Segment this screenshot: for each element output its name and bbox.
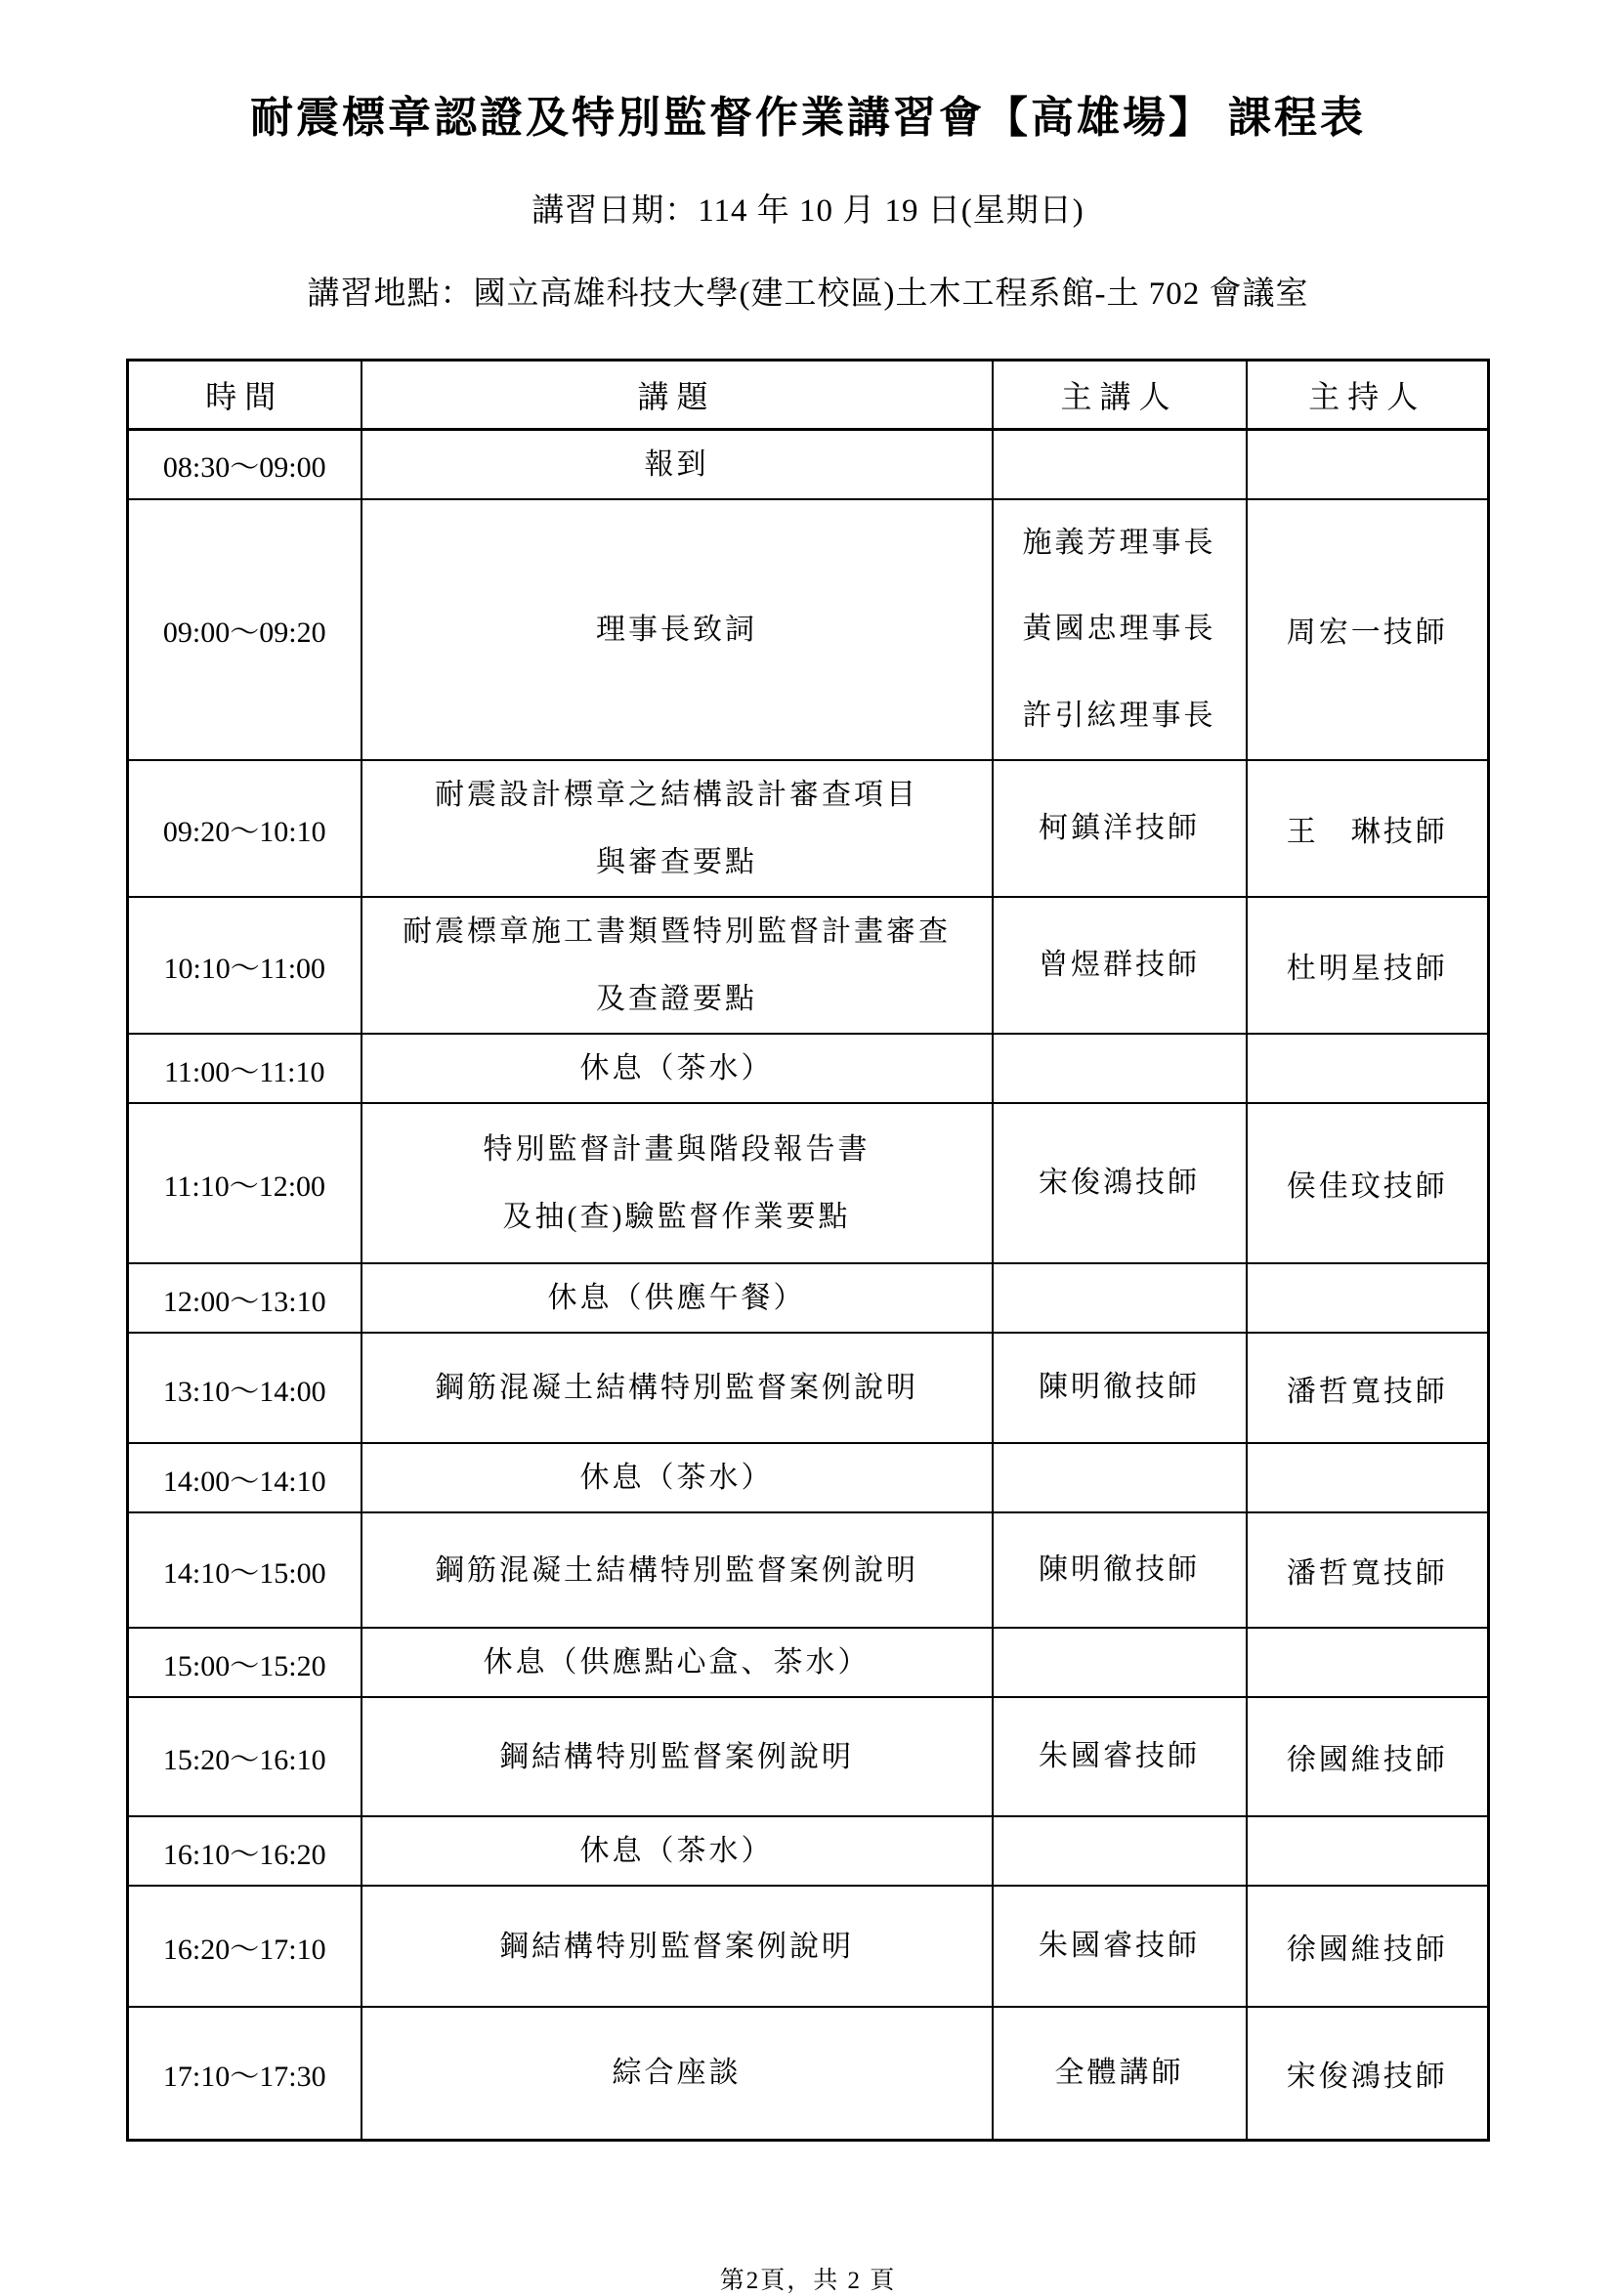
cell-topic bbox=[361, 2007, 993, 2140]
cell-moderator: 侯佳玟技師 bbox=[1247, 1103, 1489, 1263]
topic-line: 鋼結構特別監督案例說明 bbox=[499, 1930, 854, 1963]
topic-line: 休息（茶水） bbox=[579, 1462, 774, 1495]
cell-speakers bbox=[993, 1816, 1247, 1886]
col-header-speaker: 主講人 bbox=[993, 360, 1247, 429]
schedule-row bbox=[128, 2007, 1489, 2140]
speaker-name: 朱國睿技師 bbox=[1039, 1739, 1200, 1772]
cell-topic bbox=[361, 1512, 993, 1628]
cell-time: 15:00～15:20 bbox=[128, 1628, 361, 1697]
topic-line: 及抽(查)驗監督作業要點 bbox=[502, 1201, 851, 1234]
speaker-name: 全體講師 bbox=[1054, 2056, 1184, 2089]
cell-moderator bbox=[1247, 429, 1489, 499]
topic-line: 及查證要點 bbox=[596, 983, 757, 1016]
cell-topic bbox=[361, 1103, 993, 1263]
cell-time: 15:20～16:10 bbox=[128, 1697, 361, 1816]
cell-time: 11:10～12:00 bbox=[128, 1103, 361, 1263]
cell-time: 12:00～13:10 bbox=[128, 1263, 361, 1333]
cell-speakers bbox=[993, 1697, 1247, 1816]
cell-speakers bbox=[993, 897, 1247, 1034]
speaker-name: 柯鎮洋技師 bbox=[1039, 811, 1200, 844]
cell-moderator: 潘哲寬技師 bbox=[1247, 1333, 1489, 1443]
course-date-line: 講習日期：114 年 10 月 19 日(星期日) bbox=[532, 192, 1084, 229]
topic-line: 鋼筋混凝土結構特別監督案例說明 bbox=[435, 1372, 918, 1405]
schedule-row bbox=[128, 429, 1489, 499]
cell-speakers bbox=[993, 499, 1247, 761]
speaker-name: 宋俊鴻技師 bbox=[1039, 1166, 1200, 1199]
cell-speakers bbox=[993, 2007, 1247, 2140]
schedule-row bbox=[128, 1816, 1489, 1886]
cell-topic bbox=[361, 1816, 993, 1886]
schedule-row bbox=[128, 1628, 1489, 1697]
topic-line: 休息（供應點心盒、茶水） bbox=[483, 1646, 871, 1679]
page-title: 耐震標章認證及特別監督作業講習會【高雄場】 課程表 bbox=[250, 94, 1366, 142]
cell-time: 17:10～17:30 bbox=[128, 2007, 361, 2140]
cell-topic bbox=[361, 1886, 993, 2007]
cell-moderator: 宋俊鴻技師 bbox=[1247, 2007, 1489, 2140]
cell-topic bbox=[361, 429, 993, 499]
cell-moderator bbox=[1247, 1263, 1489, 1333]
topic-line: 休息（供應午餐） bbox=[547, 1282, 806, 1315]
course-location-line: 講習地點：國立高雄科技大學(建工校區)土木工程系館-土 702 會議室 bbox=[307, 276, 1309, 312]
topic-line: 耐震設計標章之結構設計審查項目 bbox=[435, 779, 918, 812]
cell-time: 08:30～09:00 bbox=[128, 429, 361, 499]
cell-moderator bbox=[1247, 1816, 1489, 1886]
cell-moderator bbox=[1247, 1443, 1489, 1512]
cell-speakers bbox=[993, 1512, 1247, 1628]
topic-line: 綜合座談 bbox=[612, 2057, 742, 2090]
cell-topic bbox=[361, 1628, 993, 1697]
schedule-table bbox=[126, 359, 1490, 2142]
cell-moderator bbox=[1247, 1034, 1489, 1103]
speaker-name: 朱國睿技師 bbox=[1039, 1929, 1200, 1962]
cell-time: 14:10～15:00 bbox=[128, 1512, 361, 1628]
topic-line: 耐震標章施工書類暨特別監督計畫審查 bbox=[403, 915, 951, 949]
cell-speakers bbox=[993, 1886, 1247, 2007]
cell-moderator bbox=[1247, 1628, 1489, 1697]
schedule-row bbox=[128, 897, 1489, 1034]
cell-speakers bbox=[993, 1034, 1247, 1103]
cell-time: 16:20～17:10 bbox=[128, 1886, 361, 2007]
schedule-row bbox=[128, 1034, 1489, 1103]
topic-line: 鋼結構特別監督案例說明 bbox=[499, 1740, 854, 1773]
cell-moderator: 杜明星技師 bbox=[1247, 897, 1489, 1034]
cell-time: 09:00～09:20 bbox=[128, 499, 361, 761]
schedule-row bbox=[128, 1512, 1489, 1628]
cell-time: 11:00～11:10 bbox=[128, 1034, 361, 1103]
schedule-row bbox=[128, 1263, 1489, 1333]
col-header-topic: 講題 bbox=[361, 360, 993, 429]
cell-time: 10:10～11:00 bbox=[128, 897, 361, 1034]
topic-line: 特別監督計畫與階段報告書 bbox=[483, 1133, 871, 1167]
cell-moderator: 徐國維技師 bbox=[1247, 1697, 1489, 1816]
table-header bbox=[128, 360, 1489, 429]
speaker-name: 黃國忠理事長 bbox=[1022, 613, 1216, 646]
col-header-time: 時間 bbox=[128, 360, 361, 429]
cell-time: 13:10～14:00 bbox=[128, 1333, 361, 1443]
schedule-row bbox=[128, 1443, 1489, 1512]
cell-topic bbox=[361, 897, 993, 1034]
cell-topic bbox=[361, 499, 993, 761]
speaker-name: 許引絃理事長 bbox=[1022, 699, 1216, 732]
cell-topic bbox=[361, 760, 993, 897]
cell-moderator: 潘哲寬技師 bbox=[1247, 1512, 1489, 1628]
cell-speakers bbox=[993, 1443, 1247, 1512]
cell-moderator: 徐國維技師 bbox=[1247, 1886, 1489, 2007]
col-header-moderator: 主持人 bbox=[1247, 360, 1489, 429]
speaker-name: 曾煜群技師 bbox=[1039, 948, 1200, 981]
cell-speakers bbox=[993, 1628, 1247, 1697]
cell-topic bbox=[361, 1333, 993, 1443]
speaker-name: 施義芳理事長 bbox=[1022, 526, 1216, 559]
cell-topic bbox=[361, 1034, 993, 1103]
cell-time: 09:20～10:10 bbox=[128, 760, 361, 897]
cell-topic bbox=[361, 1697, 993, 1816]
speaker-name: 陳明徹技師 bbox=[1039, 1552, 1200, 1586]
cell-time: 16:10～16:20 bbox=[128, 1816, 361, 1886]
schedule-row bbox=[128, 1333, 1489, 1443]
page-number-footer: 第2頁，共 2 頁 bbox=[719, 2267, 897, 2294]
schedule-row bbox=[128, 1886, 1489, 2007]
topic-line: 報到 bbox=[644, 447, 709, 481]
schedule-row bbox=[128, 1103, 1489, 1263]
topic-line: 休息（茶水） bbox=[579, 1835, 774, 1868]
schedule-row bbox=[128, 1697, 1489, 1816]
schedule-row bbox=[128, 499, 1489, 761]
cell-speakers bbox=[993, 1263, 1247, 1333]
schedule-row bbox=[128, 760, 1489, 897]
cell-speakers bbox=[993, 1103, 1247, 1263]
topic-line: 與審查要點 bbox=[596, 846, 757, 879]
cell-moderator: 王 琳技師 bbox=[1247, 760, 1489, 897]
topic-line: 理事長致詞 bbox=[596, 613, 757, 646]
cell-speakers bbox=[993, 760, 1247, 897]
cell-topic bbox=[361, 1263, 993, 1333]
cell-speakers bbox=[993, 1333, 1247, 1443]
cell-topic bbox=[361, 1443, 993, 1512]
speaker-name: 陳明徹技師 bbox=[1039, 1371, 1200, 1404]
cell-moderator: 周宏一技師 bbox=[1247, 499, 1489, 761]
header-row bbox=[128, 360, 1489, 429]
topic-line: 鋼筋混凝土結構特別監督案例說明 bbox=[435, 1553, 918, 1587]
cell-speakers bbox=[993, 429, 1247, 499]
cell-time: 14:00～14:10 bbox=[128, 1443, 361, 1512]
table-body bbox=[128, 429, 1489, 2140]
topic-line: 休息（茶水） bbox=[579, 1052, 774, 1085]
